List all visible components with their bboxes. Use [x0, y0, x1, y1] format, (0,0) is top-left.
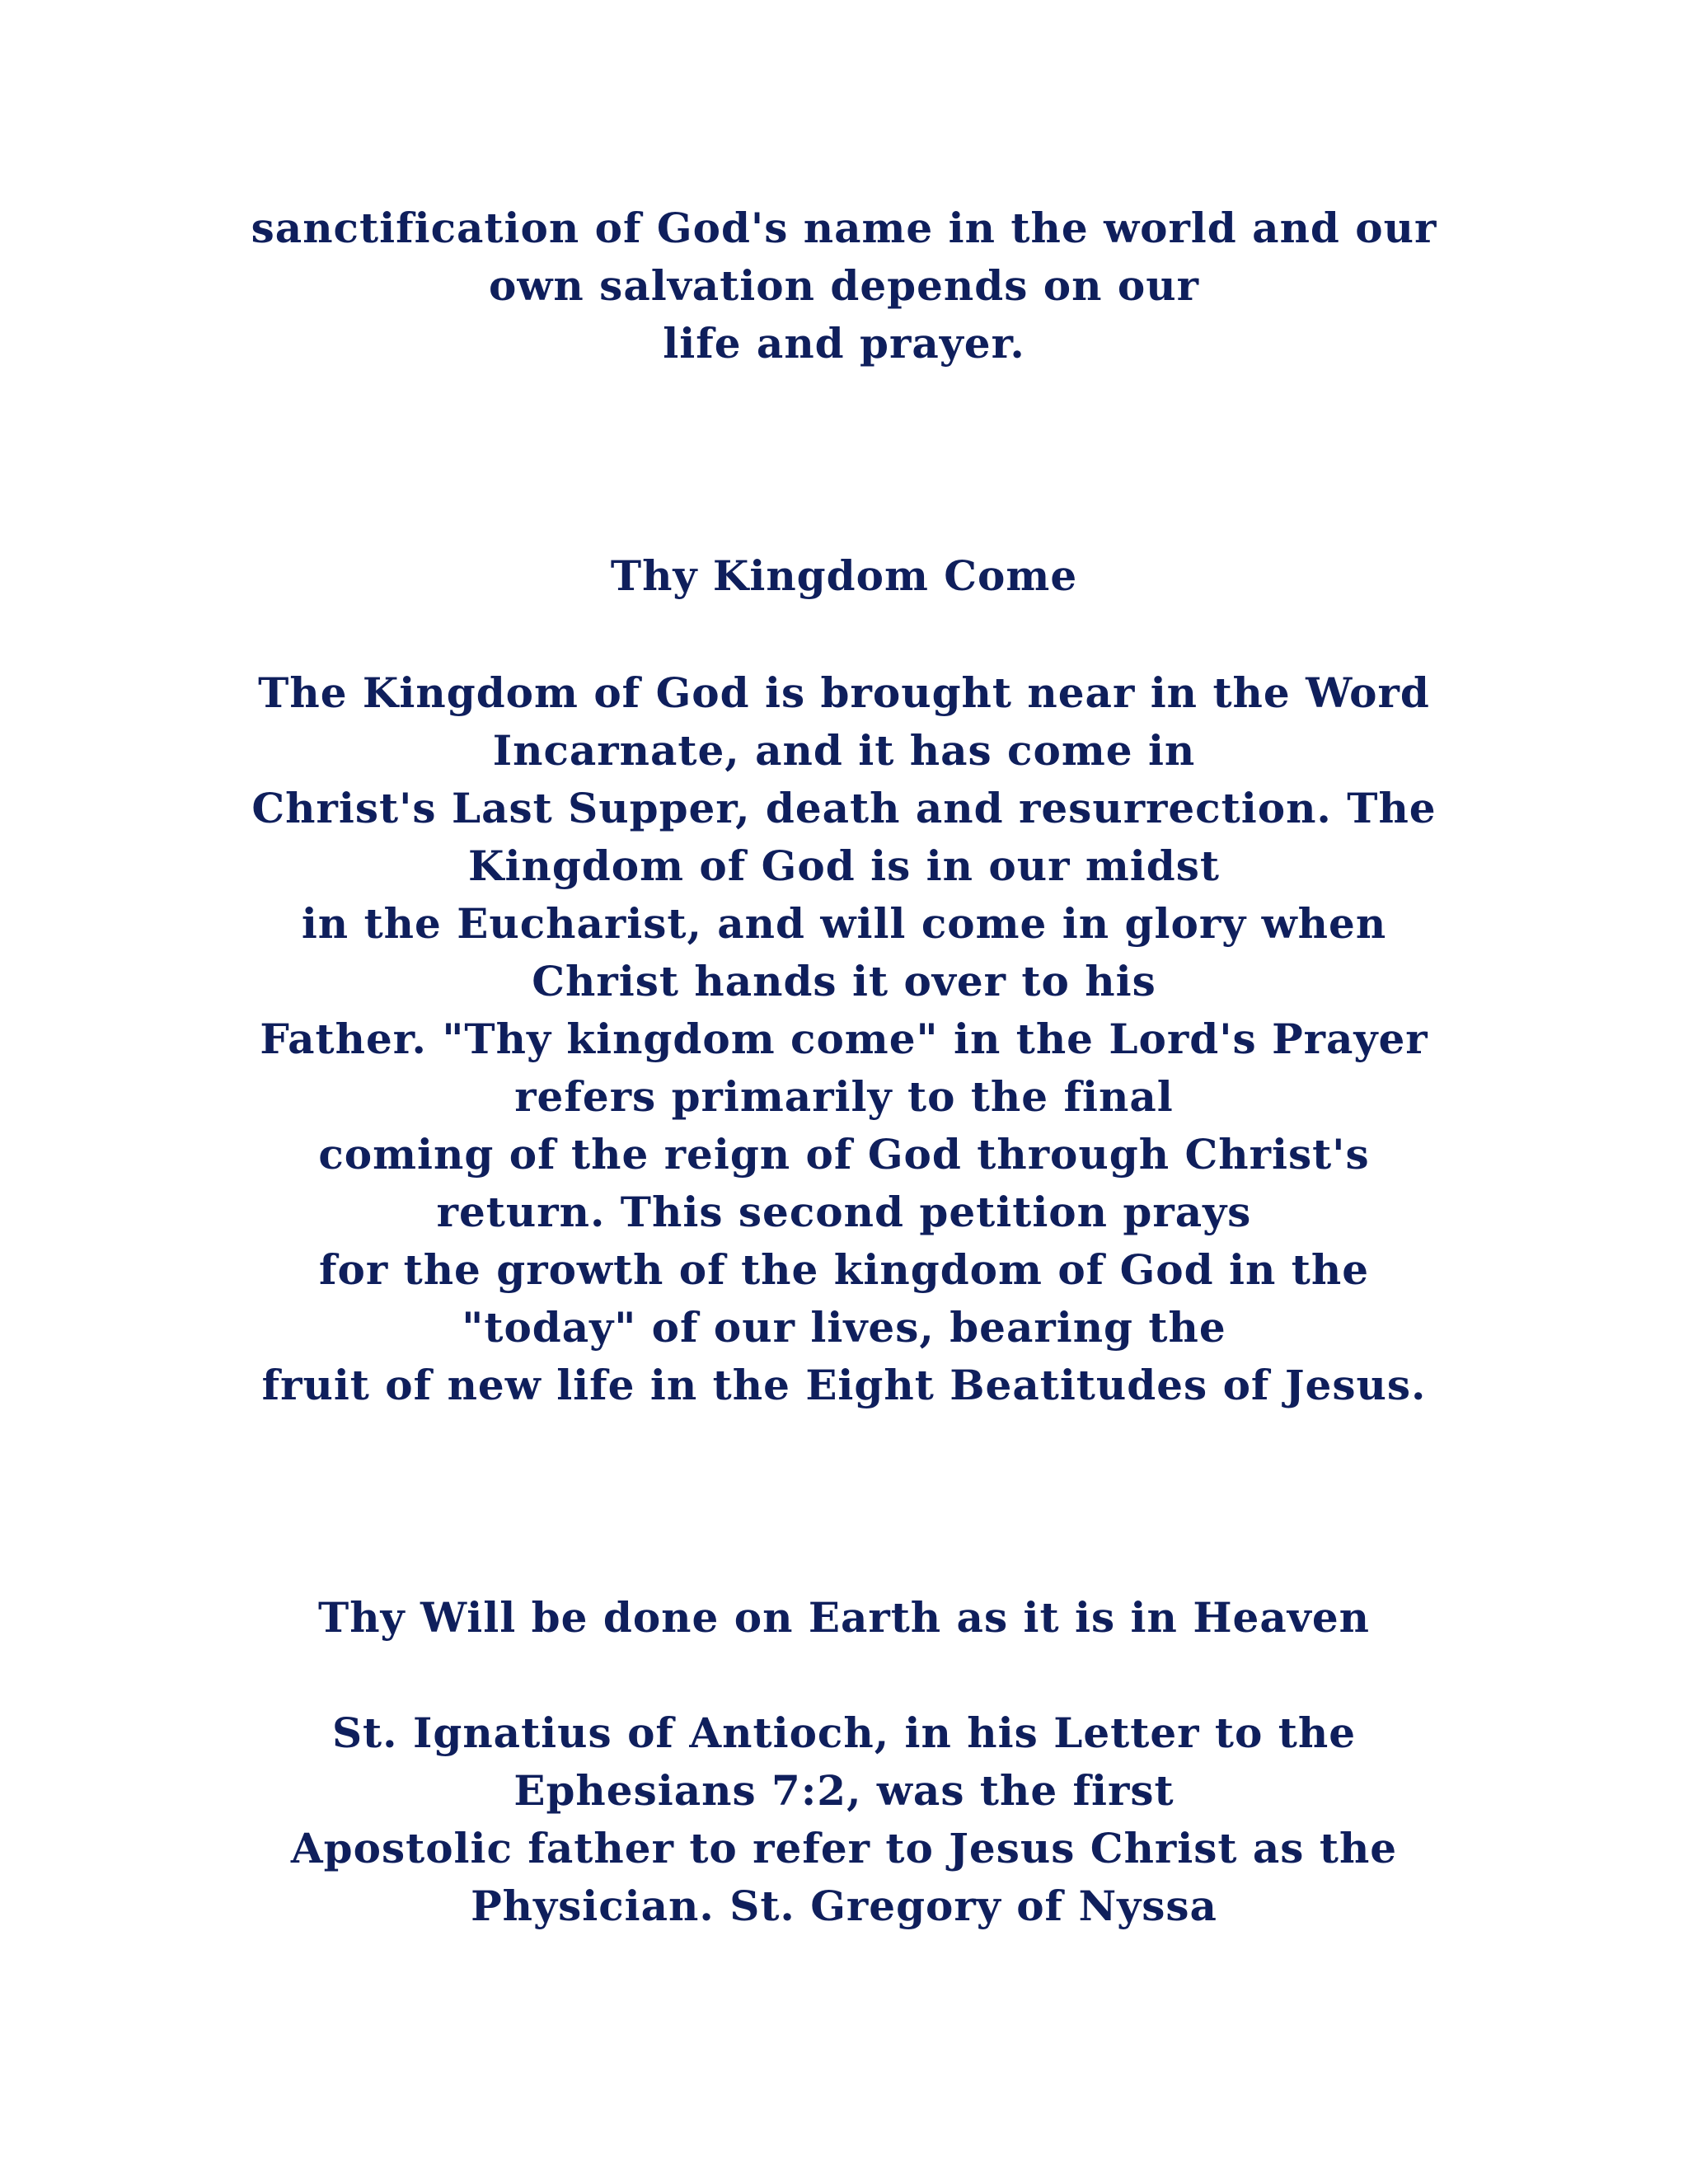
- kingdom-line: return. This second petition prays: [436, 1188, 1252, 1236]
- will-line: Ephesians 7:2, was the first: [513, 1766, 1175, 1815]
- kingdom-line: Kingdom of God is in our midst: [468, 841, 1220, 890]
- kingdom-section: [0, 547, 1688, 605]
- intro-line: sanctification of God's name in the world and our: [251, 204, 1437, 252]
- will-section: [0, 1589, 1688, 1647]
- will-line: Apostolic father to refer to Jesus Christ as the: [290, 1824, 1398, 1872]
- intro-paragraph: [0, 199, 1688, 373]
- kingdom-line: in the Eucharist, and will come in glory when: [301, 899, 1387, 948]
- kingdom-line: The Kingdom of God is brought near in the Word: [258, 668, 1430, 717]
- will-heading: Thy Will be done on Earth as it is in Heaven: [318, 1593, 1370, 1642]
- intro-line: life and prayer.: [663, 319, 1025, 368]
- kingdom-line: Christ's Last Supper, death and resurrection. The: [251, 784, 1437, 832]
- will-paragraph: [0, 1704, 1688, 1935]
- kingdom-line: Father. "Thy kingdom come" in the Lord's Prayer: [260, 1015, 1428, 1063]
- kingdom-line: fruit of new life in the Eight Beatitudes of Jesus.: [261, 1361, 1427, 1409]
- kingdom-line: Christ hands it over to his: [532, 957, 1156, 1005]
- kingdom-line: refers primarily to the final: [514, 1072, 1174, 1121]
- kingdom-heading: Thy Kingdom Come: [610, 551, 1078, 600]
- will-line: St. Ignatius of Antioch, in his Letter to the: [331, 1708, 1357, 1757]
- will-line: Physician. St. Gregory of Nyssa: [471, 1882, 1217, 1930]
- kingdom-paragraph: [0, 664, 1688, 1414]
- kingdom-line: for the growth of the kingdom of God in the: [318, 1245, 1370, 1294]
- kingdom-line: "today" of our lives, bearing the: [462, 1303, 1226, 1352]
- kingdom-line: Incarnate, and it has come in: [492, 726, 1196, 775]
- kingdom-line: coming of the reign of God through Christ's: [318, 1130, 1370, 1179]
- intro-line: own salvation depends on our: [489, 261, 1199, 310]
